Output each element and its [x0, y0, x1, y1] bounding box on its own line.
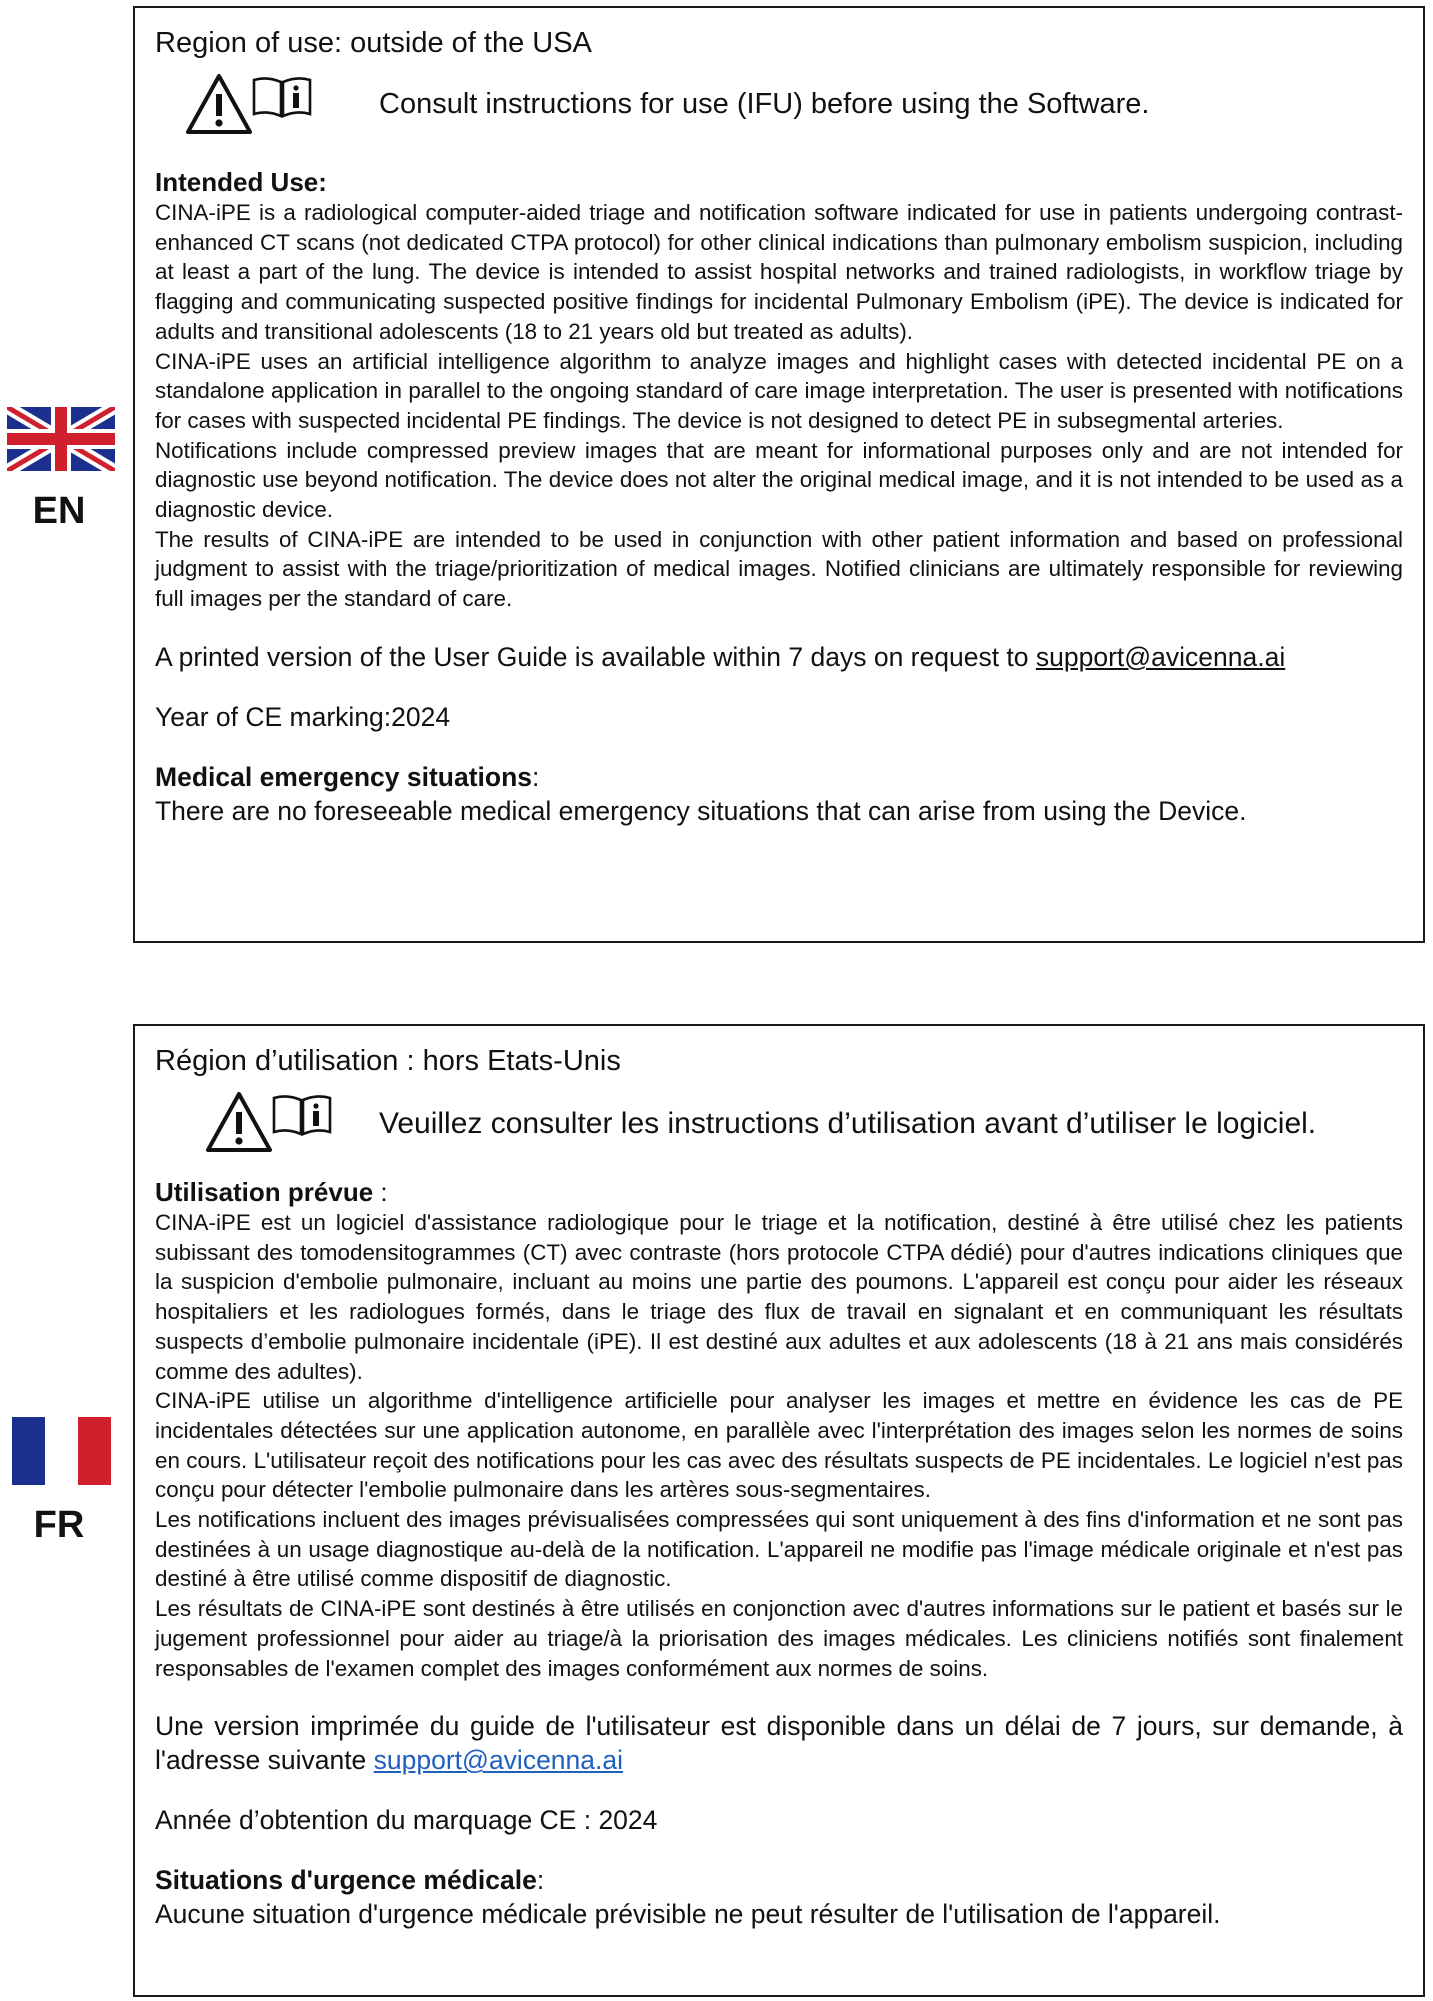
consult-instructions-text: Veuillez consulter les instructions d’utilisation avant d’utiliser le logiciel.	[379, 1107, 1317, 1140]
warning-icon	[205, 1090, 273, 1154]
intended-use-heading: Intended Use:	[155, 167, 327, 197]
emergency-heading-line	[155, 1863, 1403, 1897]
support-email-link[interactable]: support@avicenna.ai	[1035, 641, 1286, 672]
printed-guide-text: Une version imprimée du guide de l'utilisateur est disponible dans un délai de 7 jours, sur demande, à l'adresse suivante	[155, 1711, 1403, 1776]
uk-flag-icon	[7, 407, 115, 471]
intended-use-paragraph: CINA-iPE uses an artificial intelligence algorithm to analyze images and highlight cases with detected incidental PE on a standalone application in parallel to the ongoing standard of care image interpretation. The user is presented with notifications for cases with suspected incidental PE findings. The device is not designed to detect PE in subsegmental arteries.	[155, 348, 1403, 433]
printed-guide-notice	[155, 640, 1403, 674]
intended-use-paragraph: CINA-iPE est un logiciel d'assistance radiologique pour le triage et la notification, destiné à être utilisé chez les patients subissant des tomodensitogrammes (CT) avec contraste (hors protocole CTPA dédié) pour d'autres indications cliniques que la suspicion d'embolie pulmonaire, incluant au moins une partie des poumons. L'appareil est conçu pour aider les réseaux hospitaliers et les radiologues formés, dans le triage des flux de travail en signalant et en communiquant les résultats suspects d’embolie pulmonaire incidentale (iPE). Il est destiné aux adultes et aux adolescents (18 à 21 ans mais considérés comme des adultes).	[155, 1210, 1403, 1384]
warning-icon	[185, 72, 253, 136]
consult-ifu-row	[155, 70, 1403, 144]
ce-marking-year: Year of CE marking:2024	[155, 701, 451, 732]
emergency-heading-line	[155, 760, 1403, 794]
intended-use-paragraph: Les notifications incluent des images prévisualisées compressées qui sont uniquement à des fins d'information et ne sont pas destinées à un usage diagnostique au-delà de la notification. L'appareil ne modifie pas l'image médicale originale et n'est pas destiné à être utilisé comme dispositif de diagnostic.	[155, 1507, 1403, 1592]
intended-use-heading-line	[155, 1176, 1403, 1208]
france-flag-icon	[12, 1417, 111, 1485]
intended-use-paragraph: The results of CINA-iPE are intended to be used in conjunction with other patient information and based on professional judgment to assist with the triage/prioritization of medical images. Notified clinicians are ultimately responsible for reviewing full images per the standard of care.	[155, 526, 1403, 612]
language-code-en: EN	[32, 490, 86, 532]
language-code-fr: FR	[33, 1504, 85, 1546]
region-of-use: Région d’utilisation : hors Etats-Unis	[155, 1045, 621, 1077]
emergency-heading: Medical emergency situations	[155, 761, 533, 792]
consult-instructions-text: Consult instructions for use (IFU) before using the Software.	[379, 88, 1150, 120]
ifu-book-icon	[271, 1092, 333, 1138]
intended-use-colon: :	[373, 1177, 388, 1207]
emergency-text: Aucune situation d'urgence médicale prévisible ne peut résulter de l'utilisation de l'appareil.	[155, 1899, 1221, 1930]
english-notice-panel	[133, 6, 1425, 943]
intended-use-paragraph: CINA-iPE is a radiological computer-aided triage and notification software indicated for use in patients undergoing contrast-enhanced CT scans (not dedicated CTPA protocol) for other clinical indications than pulmonary embolism suspicion, including at least a part of the lung. The device is intended to assist hospital networks and trained radiologists, in workflow triage by flagging and communicating suspected positive findings for incidental Pulmonary Embolism (iPE). The device is indicated for adults and transitional adolescents (18 to 21 years old but treated as adults).	[155, 200, 1403, 344]
intended-use-paragraph: Les résultats de CINA-iPE sont destinés à être utilisés en conjonction avec d'autres informations sur le patient et basés sur le jugement professionnel pour aider au triage/à la priorisation des images médicales. Les cliniciens notifiés sont finalement responsables de l'examen complet des images conformément aux normes de soins.	[155, 1596, 1403, 1681]
emergency-text: There are no foreseeable medical emergency situations that can arise from using the Device.	[155, 795, 1247, 826]
emergency-colon: :	[532, 761, 540, 792]
intended-use-heading: Utilisation prévue	[155, 1177, 374, 1207]
printed-guide-text: A printed version of the User Guide is available within 7 days on request to	[155, 641, 1036, 672]
intended-use-paragraph: CINA-iPE utilise un algorithme d'intelligence artificielle pour analyser les images et mettre en évidence les cas de PE incidentales détectées sur une application autonome, en parallèle avec l'interprétation des images selon les normes de soins en cours. L'utilisateur reçoit des notifications pour les cas avec des résultats suspects de PE incidentales. Le logiciel n'est pas conçu pour détecter l'embolie pulmonaire dans les artères sous-segmentaires.	[155, 1388, 1403, 1503]
support-email-link[interactable]: support@avicenna.ai	[373, 1745, 624, 1776]
printed-guide-notice	[155, 1709, 1403, 1777]
french-notice-panel	[133, 1024, 1425, 1997]
emergency-heading: Situations d'urgence médicale	[155, 1865, 537, 1896]
emergency-colon: :	[536, 1865, 545, 1896]
ce-marking-year: Année d’obtention du marquage CE : 2024	[155, 1805, 658, 1836]
consult-ifu-row	[155, 1088, 1403, 1162]
ifu-book-icon	[251, 74, 313, 120]
region-of-use: Region of use: outside of the USA	[155, 27, 592, 59]
intended-use-paragraph: Notifications include compressed preview images that are meant for informational purposes only and are not intended for diagnostic use beyond notification. The device does not alter the original medical image, and it is not intended to be used as a diagnostic device.	[155, 437, 1403, 523]
